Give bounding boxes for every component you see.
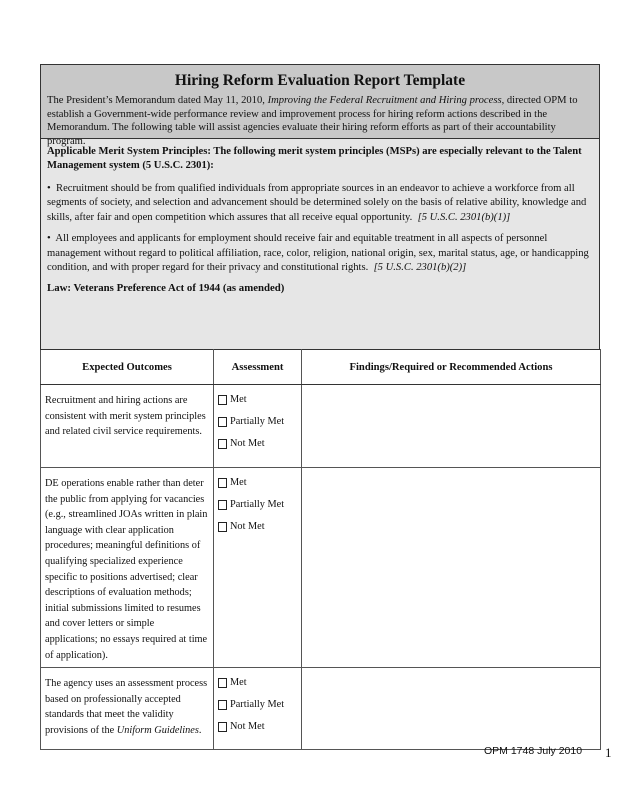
form-id: OPM 1748 July 2010: [484, 745, 583, 757]
met-checkbox[interactable]: [218, 672, 297, 694]
option-label: Not Met: [230, 521, 265, 533]
option-label: Partially Met: [230, 416, 285, 428]
option-label: Partially Met: [230, 499, 285, 511]
header-section: [40, 64, 600, 147]
partially-met-checkbox[interactable]: [218, 494, 297, 516]
checkbox-icon: [218, 522, 227, 532]
findings-cell[interactable]: [302, 468, 601, 668]
not-met-checkbox[interactable]: [218, 516, 297, 538]
column-header-outcomes: Expected Outcomes: [41, 350, 214, 385]
option-label: Met: [230, 394, 247, 406]
assessment-cell: [214, 668, 302, 750]
not-met-checkbox[interactable]: [218, 433, 297, 455]
table-row: [41, 385, 601, 468]
met-checkbox[interactable]: [218, 389, 297, 411]
outcome-cell: DE operations enable rather than deter the public from applying for vacancies (e.g., streamlined JOAs written in plain language with clear application procedures; meaningful definitions of qualifying specialized experience specific to positions advertised; clear descriptions of evaluation methods; initial submissions limited to resumes and cover letters or simple applications; no essays required at time of application).: [41, 468, 214, 668]
partially-met-checkbox[interactable]: [218, 411, 297, 433]
table-header-row: [41, 350, 601, 385]
checkbox-icon: [218, 500, 227, 510]
checkbox-icon: [218, 439, 227, 449]
checkbox-icon: [218, 678, 227, 688]
checkbox-icon: [218, 417, 227, 427]
option-label: Not Met: [230, 438, 265, 450]
option-label: Not Met: [230, 721, 265, 733]
intro-text-end: , directed OPM to establish a Government-wide performance review and improvement process for hiring reform actions described in the Memorandum. The following table will assist agencies evaluate their hiring reform efforts as part of their accountability program.: [47, 95, 578, 147]
assessment-cell: [214, 468, 302, 668]
not-met-checkbox[interactable]: [218, 716, 297, 738]
msp-heading: Applicable Merit System Principles: The following merit system principles (MSPs) are especially relevant to the Talent Management system (5 U.S.C. 2301):: [47, 146, 582, 171]
met-checkbox[interactable]: [218, 472, 297, 494]
intro-text-start: The President’s Memorandum dated May 11, 2010,: [47, 95, 268, 106]
checkbox-icon: [218, 478, 227, 488]
checkbox-icon: [218, 700, 227, 710]
msp-bullet-2-text: All employees and applicants for employment should receive fair and equitable treatment in all aspects of personnel management without regard to political affiliation, race, color, religion, national origin, sex, marital status, age, or handicapping condition, and with proper regard for their privacy and constitutional rights.: [47, 233, 589, 274]
assessment-cell: [214, 385, 302, 468]
outcome-text: The agency uses an assessment process based on professionally accepted standards that meet the validity provisions of the: [45, 678, 208, 736]
evaluation-template: [40, 64, 600, 750]
law-heading: Law: Veterans Preference Act of 1944 (as amended): [47, 282, 285, 295]
evaluation-table: [40, 349, 601, 750]
page-title: Hiring Reform Evaluation Report Template: [174, 72, 466, 89]
msp-bullet-2-citation: [5 U.S.C. 2301(b)(2)]: [373, 262, 467, 274]
page-number: 1: [605, 745, 612, 760]
msp-bullet-2: • All employees and applicants for employment should receive fair and equitable treatment in all aspects of personnel management without regard to political affiliation, race, color, religion, national origin, sex, marital status, age, or handicapping condition, and with proper regard for their privacy and constitutional rights. [5 U.S.C. 2301(b)(2)]: [47, 233, 589, 274]
msp-bullet-1: • Recruitment should be from qualified individuals from appropriate sources in an endeavor to achieve a workforce from all segments of society, and selection and advancement should be determined solely on the basis of relative ability, knowledge and skills, after fair and open competition which assures that all receive equal opportunity. [5 U.S.C. 2301(b)(1)]: [47, 183, 587, 223]
memo-title: Improving the Federal Recruitment and Hiring process: [267, 95, 502, 106]
msp-bullet-1-citation: [5 U.S.C. 2301(b)(1)]: [417, 211, 511, 223]
outcome-text-end: .: [198, 724, 202, 736]
partially-met-checkbox[interactable]: [218, 694, 297, 716]
checkbox-icon: [218, 395, 227, 405]
option-label: Met: [230, 677, 247, 689]
checkbox-icon: [218, 722, 227, 732]
outcome-italic-text: Uniform Guidelines: [116, 724, 199, 736]
column-header-findings: Findings/Required or Recommended Actions: [302, 350, 601, 385]
option-label: Partially Met: [230, 699, 285, 711]
findings-cell[interactable]: [302, 668, 601, 750]
outcome-cell: Recruitment and hiring actions are consistent with merit system principles and related civil service requirements.: [41, 385, 214, 468]
option-label: Met: [230, 477, 247, 489]
table-row: [41, 668, 601, 750]
outcome-cell: [41, 668, 214, 750]
findings-cell[interactable]: [302, 385, 601, 468]
msp-section: [40, 139, 600, 349]
column-header-assessment: Assessment: [214, 350, 302, 385]
msp-bullet-1-text: Recruitment should be from qualified individuals from appropriate sources in an endeavor to achieve a workforce from all segments of society, and selection and advancement should be determined solely on the basis of relative ability, knowledge and skills, after fair and open competition which assures that all receive equal opportunity.: [47, 183, 587, 223]
table-row: [41, 468, 601, 668]
